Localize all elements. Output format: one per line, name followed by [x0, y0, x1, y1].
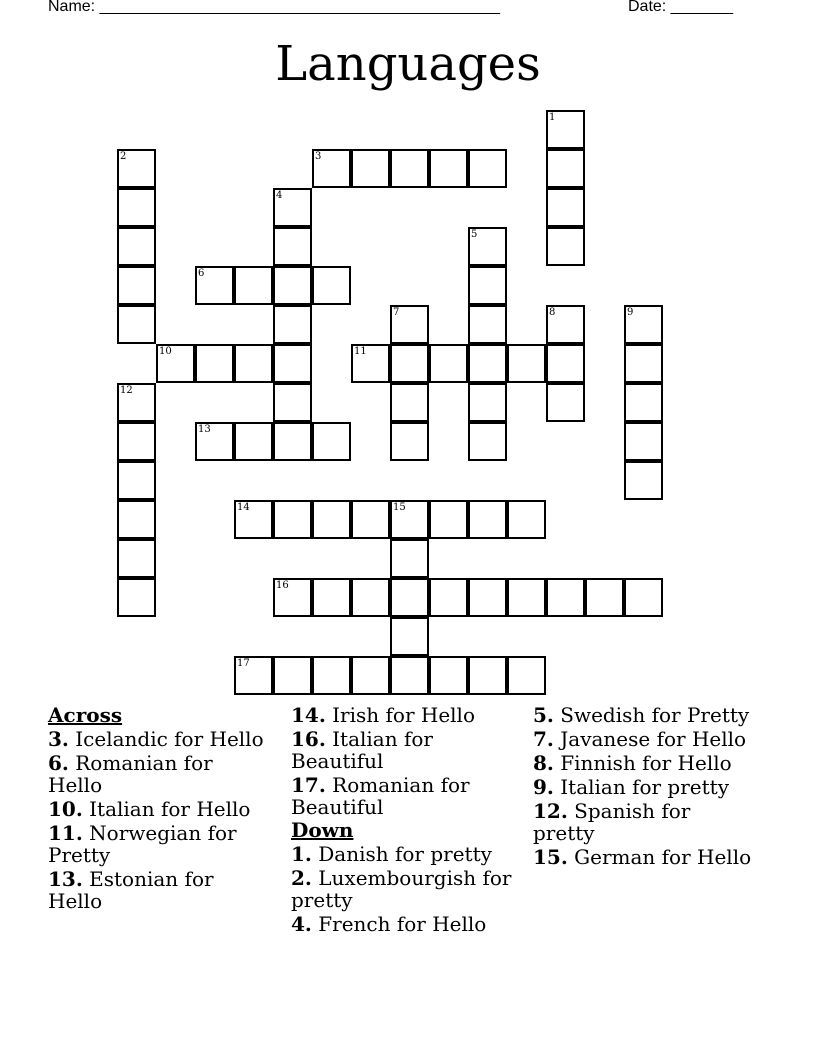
grid-cell[interactable] [546, 383, 585, 422]
clues-column-3 [533, 703, 758, 868]
grid-cell[interactable] [429, 656, 468, 695]
clues-column-1 [48, 703, 273, 912]
grid-cell[interactable] [546, 149, 585, 188]
clue-across-10: 10. Italian for Hello [48, 797, 251, 821]
grid-cell[interactable] [117, 149, 156, 188]
grid-cell[interactable] [312, 578, 351, 617]
grid-cell[interactable] [468, 266, 507, 305]
grid-cell[interactable] [351, 578, 390, 617]
grid-cell[interactable] [390, 305, 429, 344]
name-field-label: Name: _____________________________________________ [48, 0, 500, 15]
grid-cell[interactable] [429, 344, 468, 383]
grid-cell[interactable] [351, 500, 390, 539]
grid-cell[interactable] [468, 578, 507, 617]
cell-number: 17 [237, 658, 250, 669]
clue-down-2: 2. Luxembourgish for pretty [291, 866, 512, 912]
grid-cell[interactable] [390, 422, 429, 461]
grid-cell[interactable] [468, 305, 507, 344]
grid-cell[interactable] [624, 383, 663, 422]
grid-cell[interactable] [429, 149, 468, 188]
grid-cell[interactable] [390, 500, 429, 539]
grid-cell[interactable] [468, 656, 507, 695]
grid-cell[interactable] [624, 422, 663, 461]
grid-cell[interactable] [312, 149, 351, 188]
grid-cell[interactable] [546, 227, 585, 266]
grid-cell[interactable] [507, 344, 546, 383]
clue-down-4: 4. French for Hello [291, 912, 487, 936]
clue-across-6: 6. Romanian for Hello [48, 751, 213, 797]
grid-cell[interactable] [390, 617, 429, 656]
grid-cell[interactable] [234, 344, 273, 383]
grid-cell[interactable] [507, 578, 546, 617]
clue-down-12: 12. Spanish for pretty [533, 799, 691, 845]
grid-cell[interactable] [273, 500, 312, 539]
clue-down-7: 7. Javanese for Hello [533, 727, 747, 751]
grid-cell[interactable] [117, 539, 156, 578]
grid-cell[interactable] [195, 422, 234, 461]
down-heading: Down [291, 818, 354, 842]
grid-cell[interactable] [624, 305, 663, 344]
grid-cell[interactable] [195, 344, 234, 383]
clues-column-2 [291, 703, 516, 935]
date-field-label: Date: _______ [628, 0, 733, 15]
grid-cell[interactable] [312, 422, 351, 461]
grid-cell[interactable] [117, 422, 156, 461]
grid-cell[interactable] [156, 344, 195, 383]
grid-cell[interactable] [390, 383, 429, 422]
cell-number: 7 [393, 307, 400, 318]
grid-cell[interactable] [546, 188, 585, 227]
grid-cell[interactable] [195, 266, 234, 305]
grid-cell[interactable] [117, 383, 156, 422]
clue-across-13: 13. Estonian for Hello [48, 867, 214, 913]
clue-down-9: 9. Italian for pretty [533, 775, 729, 799]
grid-cell[interactable] [390, 539, 429, 578]
cell-number: 13 [198, 424, 211, 435]
clue-across-11: 11. Norwegian for Pretty [48, 821, 237, 867]
cell-number: 1 [549, 112, 556, 123]
across-heading: Across [48, 703, 123, 727]
grid-cell[interactable] [390, 344, 429, 383]
grid-cell[interactable] [429, 578, 468, 617]
grid-cell[interactable] [468, 500, 507, 539]
cell-number: 3 [315, 151, 322, 162]
grid-cell[interactable] [273, 305, 312, 344]
grid-cell[interactable] [546, 344, 585, 383]
grid-cell[interactable] [468, 227, 507, 266]
grid-cell[interactable] [273, 578, 312, 617]
grid-cell[interactable] [624, 461, 663, 500]
grid-cell[interactable] [429, 500, 468, 539]
cell-number: 10 [159, 346, 172, 357]
grid-cell[interactable] [624, 578, 663, 617]
clue-down-8: 8. Finnish for Hello [533, 751, 732, 775]
grid-cell[interactable] [273, 422, 312, 461]
grid-cell[interactable] [273, 344, 312, 383]
grid-cell[interactable] [234, 656, 273, 695]
cell-number: 15 [393, 502, 406, 513]
clue-down-1: 1. Danish for pretty [291, 842, 492, 866]
grid-cell[interactable] [117, 500, 156, 539]
clue-across-14: 14. Irish for Hello [291, 703, 475, 727]
clue-across-17: 17. Romanian for Beautiful [291, 773, 470, 819]
clue-across-3: 3. Icelandic for Hello [48, 727, 264, 751]
grid-cell[interactable] [351, 656, 390, 695]
grid-cell[interactable] [117, 305, 156, 344]
grid-cell[interactable] [273, 383, 312, 422]
grid-cell[interactable] [117, 227, 156, 266]
grid-cell[interactable] [468, 422, 507, 461]
grid-cell[interactable] [390, 656, 429, 695]
grid-cell[interactable] [468, 149, 507, 188]
grid-cell[interactable] [234, 266, 273, 305]
grid-cell[interactable] [312, 656, 351, 695]
clue-across-16: 16. Italian for Beautiful [291, 727, 433, 773]
clue-down-5: 5. Swedish for Pretty [533, 703, 750, 727]
cell-number: 6 [198, 268, 205, 279]
grid-cell[interactable] [585, 578, 624, 617]
grid-cell[interactable] [468, 344, 507, 383]
grid-cell[interactable] [507, 656, 546, 695]
grid-cell[interactable] [117, 578, 156, 617]
puzzle-title: Languages [275, 36, 541, 92]
grid-cell[interactable] [273, 266, 312, 305]
grid-cell[interactable] [624, 344, 663, 383]
cell-number: 11 [354, 346, 367, 357]
grid-cell[interactable] [546, 305, 585, 344]
cell-number: 14 [237, 502, 250, 513]
grid-cell[interactable] [390, 578, 429, 617]
grid-cell[interactable] [507, 500, 546, 539]
grid-cell[interactable] [312, 500, 351, 539]
cell-number: 9 [627, 307, 634, 318]
grid-cell[interactable] [117, 188, 156, 227]
grid-cell[interactable] [117, 266, 156, 305]
cell-number: 5 [471, 229, 478, 240]
grid-cell[interactable] [273, 188, 312, 227]
grid-cell[interactable] [273, 227, 312, 266]
grid-cell[interactable] [117, 461, 156, 500]
grid-cell[interactable] [546, 578, 585, 617]
cell-number: 4 [276, 190, 283, 201]
grid-cell[interactable] [468, 383, 507, 422]
grid-cell[interactable] [351, 344, 390, 383]
grid-cell[interactable] [312, 266, 351, 305]
clue-down-15: 15. German for Hello [533, 845, 752, 869]
cell-number: 2 [120, 151, 127, 162]
grid-cell[interactable] [351, 149, 390, 188]
grid-cell[interactable] [234, 500, 273, 539]
cell-number: 12 [120, 385, 133, 396]
cell-number: 8 [549, 307, 556, 318]
grid-cell[interactable] [390, 149, 429, 188]
grid-cell[interactable] [273, 656, 312, 695]
grid-cell[interactable] [234, 422, 273, 461]
cell-number: 16 [276, 580, 289, 591]
grid-cell[interactable] [546, 110, 585, 149]
